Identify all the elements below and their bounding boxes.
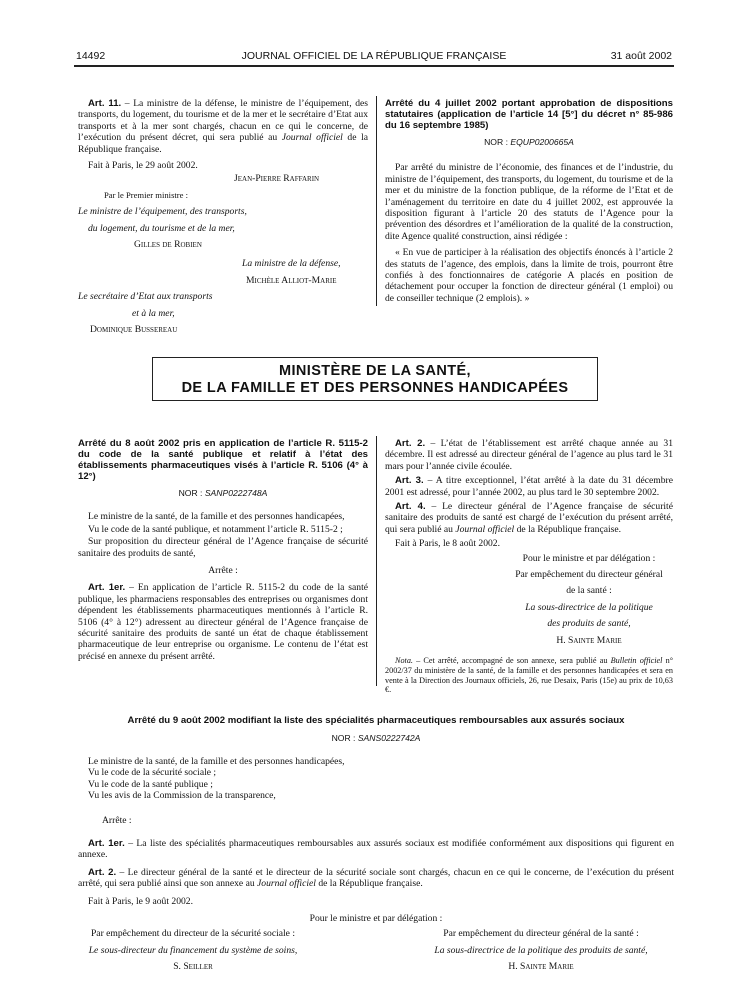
visa-line: Vu le code de la sécurité sociale ;: [88, 767, 217, 779]
article-1: Art. 1er. – En application de l’article R. 5115-2 du code de la santé publique, les pharmaciens responsables des entreprises ou organismes dont dépendent les établissements pharmaceutiques mentionnés à l’article R. 5106 (4° à 12°) adressent au directeur général de l’Agence française de sécurité sanitaire des produits de santé un état de chaque établissement pharmaceutique de leur entreprise ou organisme. Le contenu de l’état est précisé en annexe du présent arrêté.: [78, 582, 368, 662]
signatory-secretary-state: Dominique Bussereau: [90, 324, 178, 336]
arrete-4-juillet-quote: « En vue de participer à la réalisation des objectifs énoncés à l’article 2 des statuts de l’agence, des emplois, dans la limite de trois, pourront être confiés à des fonctionnaires de catégorie A placés en position de détachement pour occuper la fonction de directeur général (1 emploi) ou de conseiller technique (2 emplois). »: [385, 247, 673, 304]
article-1: Art. 1er. – La liste des spécialités pharmaceutiques remboursables aux assurés sociaux est modifiée conformément aux dispositions qui figurent en annexe.: [78, 838, 674, 861]
fait-a-paris: Fait à Paris, le 9 août 2002.: [88, 895, 193, 907]
sig-line: Pour le ministre et par délégation :: [522, 552, 656, 564]
nota-note: Nota. – Cet arrêté, accompagné de son annexe, sera publié au Bulletin officiel n° 2002/37 du ministère de la santé, de la famille et des personnes handicapées et sera en vente à la Direction des Journaux officiels, 26, rue Desaix, Paris (15e) au prix de 10,63 €.: [385, 656, 673, 695]
pour-le-ministre: Pour le ministre et par délégation :: [309, 913, 443, 925]
signatory-prime-minister: Jean-Pierre Raffarin: [234, 173, 320, 185]
issue-date: 31 août 2002: [610, 50, 672, 62]
column-divider-middle: [376, 436, 377, 686]
secretary-state-title-2: et à la mer,: [132, 307, 175, 319]
visa-line: Vu les avis de la Commission de la transparence,: [88, 790, 276, 802]
signatory-defense: Michèle Alliot-Marie: [246, 274, 337, 286]
nor-reference: NOR : SANS0222742A: [331, 733, 421, 743]
sig-line: des produits de santé,: [547, 618, 631, 630]
visa-line: Vu le code de la santé publique ;: [88, 778, 213, 790]
minister-defense-title: La ministre de la défense,: [242, 258, 341, 270]
arrete-9-aout: [78, 715, 674, 978]
ministry-line-2: DE LA FAMILLE ET DES PERSONNES HANDICAPÉES: [181, 380, 569, 396]
journal-title: JOURNAL OFFICIEL DE LA RÉPUBLIQUE FRANÇAISE: [241, 50, 507, 62]
sig-line: La sous-directrice de la politique: [525, 601, 653, 613]
signature-columns: [78, 928, 674, 977]
arrete-4-juillet-title: Arrêté du 4 juillet 2002 portant approbation de dispositions statutaires (application de l’article 14 [5°] du décret n° 85-986 du 16 septembre 1985): [385, 98, 673, 131]
article-4: Art. 4. – Le directeur général de l’Agence française de sécurité sanitaire des produits de santé est chargé de l’exécution du présent arrêté, qui sera publié au Journal officiel de la République française.: [385, 501, 673, 535]
fait-a-paris: Fait à Paris, le 29 août 2002.: [88, 160, 198, 172]
article-11: Art. 11. – La ministre de la défense, le ministre de l’équipement, des transports, du logement, du tourisme et de la mer et le secrétaire d’Etat aux transports et à la mer sont chargés, chacun en ce qui le concerne, de l’exécution du présent décret, qui sera publié au Journal officiel de la République française.: [78, 98, 369, 155]
signature-right: [396, 928, 686, 977]
page-number: 14492: [76, 50, 106, 62]
decree-end-column: [78, 98, 368, 341]
arrete-8-aout-continued: [385, 438, 673, 700]
minister-equipment-title-2: du logement, du tourisme et de la mer,: [88, 222, 235, 234]
signature-block: [385, 553, 673, 646]
ministry-heading-box: [152, 357, 598, 401]
nor-reference: NOR : EQUP0200665A: [484, 137, 574, 147]
sig-line: de la santé :: [566, 585, 612, 597]
par-premier-ministre: Par le Premier ministre :: [104, 189, 189, 200]
sig-line: Le sous-directeur du financement du système de soins,: [88, 944, 298, 956]
minister-equipment-title: Le ministre de l’équipement, des transports,: [78, 206, 247, 218]
nor-reference: NOR : SANP0222748A: [178, 488, 268, 498]
arrete-4-juillet: [385, 98, 673, 309]
minister-intro: Le ministre de la santé, de la famille et des personnes handicapées,: [88, 511, 345, 523]
sur-proposition: Sur proposition du directeur général de l’Agence française de sécurité sanitaire des produits de santé,: [78, 536, 368, 559]
arrete-label: Arrête :: [102, 814, 132, 826]
article-2: Art. 2. – L’état de l’établissement est arrêté chaque année au 31 décembre. Il est adressé au directeur général de l’agence au plus tard le 31 mars pour l’année civile écoulée.: [385, 438, 673, 472]
sig-line: Par empêchement du directeur de la sécurité sociale :: [90, 928, 296, 940]
article-3: Art. 3. – A titre exceptionnel, l’état arrêté à la date du 31 décembre 2001 est adressé, pour l’année 2002, au plus tard le 30 septembre 2002.: [385, 475, 673, 498]
ministry-line-1: MINISTÈRE DE LA SANTÉ,: [279, 363, 471, 379]
sig-line: Par empêchement du directeur général de la santé :: [443, 928, 639, 940]
sig-line: La sous-directrice de la politique des produits de santé,: [434, 944, 648, 956]
arrete-4-juillet-body: Par arrêté du ministre de l’économie, des finances et de l’industrie, du ministre de l’équipement, des transports, du logement, du tourisme et de la mer et du ministre de la fonction publique, de la réforme de l’Etat et de l’aménagement du territoire en date du 4 juillet 2002, est approuvée la disposition figurant à l’article 20 des statuts de l’Agence pour la prévention des désordres et l’amélioration de la qualité de la construction, dite Agence qualité construction, ainsi rédigée :: [385, 162, 673, 242]
arrete-label: Arrête :: [208, 565, 238, 577]
arrete-9-aout-title: Arrêté du 9 août 2002 modifiant la liste des spécialités pharmaceutiques remboursables aux assurés sociaux: [127, 715, 625, 726]
signature-left: [58, 928, 328, 977]
header-rule: [74, 65, 674, 67]
fait-a-paris: Fait à Paris, le 8 août 2002.: [395, 538, 500, 550]
secretary-state-title: Le secrétaire d’Etat aux transports: [78, 291, 213, 303]
minister-intro: Le ministre de la santé, de la famille et des personnes handicapées,: [88, 756, 345, 767]
article-2: Art. 2. – Le directeur général de la santé et le directeur de la sécurité sociale sont chargés, chacun en ce qui le concerne, de l’exécution du présent arrêté, qui sera publié ainsi que son annexe au Journal officiel de la République française.: [78, 866, 674, 890]
arrete-8-aout-title: Arrêté du 8 août 2002 pris en application de l’article R. 5115-2 du code de la santé publique et relatif à l’état des établissements pharmaceutiques visés à l’article R. 5106 (4° à 12°): [78, 438, 368, 482]
column-divider-top: [376, 96, 377, 306]
visa-code-sante: Vu le code de la santé publique, et notamment l’article R. 5115-2 ;: [88, 523, 343, 535]
sig-line: Par empêchement du directeur général: [515, 569, 663, 581]
signatory: H. Sainte Marie: [508, 961, 574, 973]
arrete-8-aout: [78, 438, 368, 667]
arrete-9-aout-body: [78, 756, 674, 978]
signatory: S. Seiller: [173, 961, 213, 973]
signatory-equipment: Gilles de Robien: [134, 239, 202, 251]
signatory: H. Sainte Marie: [556, 634, 622, 646]
